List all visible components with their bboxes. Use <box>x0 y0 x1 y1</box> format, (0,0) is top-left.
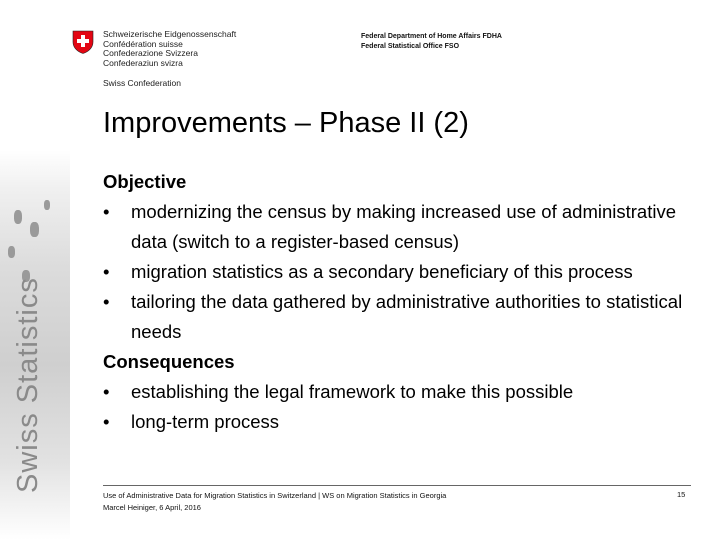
bullet-item <box>103 257 703 287</box>
section-heading-consequences: Consequences <box>103 351 235 372</box>
crowd-figure <box>14 210 22 224</box>
bullet-marker: • <box>103 201 110 222</box>
crowd-figure <box>30 222 39 237</box>
bullet-item <box>103 197 703 257</box>
footer-divider <box>103 485 691 486</box>
bullet-text: modernizing the census by making increased use of administrative data (switch to a register-based census) <box>131 201 677 252</box>
swiss-crest-icon <box>72 30 94 54</box>
bullet-marker: • <box>103 261 110 282</box>
department-label <box>361 32 502 51</box>
office-line: Federal Statistical Office FSO <box>361 42 460 50</box>
footer-presentation-title: Use of Administrative Data for Migration Statistics in Switzerland | WS on Migration Statistics in Georgia <box>103 491 447 500</box>
bullet-text: establishing the legal framework to make this possible <box>131 381 574 402</box>
bullet-marker: • <box>103 411 110 432</box>
bullet-item <box>103 407 703 437</box>
section-heading-objective: Objective <box>103 171 187 192</box>
bullet-text: long-term process <box>131 411 280 432</box>
department-line: Federal Department of Home Affairs FDHA <box>361 33 502 40</box>
footer-author-date: Marcel Heiniger, 6 April, 2016 <box>103 503 201 512</box>
bullet-marker: • <box>103 381 110 402</box>
confederation-names <box>103 30 236 89</box>
bullet-text: migration statistics as a secondary beneficiary of this process <box>131 261 633 282</box>
confederation-line: Confederaziun svizra <box>103 57 183 68</box>
footer <box>103 490 446 514</box>
crowd-figure <box>44 200 50 210</box>
bullet-item <box>103 377 703 407</box>
confederation-line: Confédération suisse <box>103 38 183 49</box>
swiss-statistics-brand: Swiss Statistics <box>12 277 44 493</box>
slide-body <box>103 167 703 437</box>
confederation-english: Swiss Confederation <box>103 78 181 88</box>
confederation-line: Confederazione Svizzera <box>103 48 198 58</box>
slide-title: Improvements – Phase II (2) <box>103 107 469 139</box>
crowd-figure <box>8 246 15 258</box>
bullet-marker: • <box>103 291 110 312</box>
page-number: 15 <box>677 490 686 499</box>
bullet-item <box>103 287 703 347</box>
bullet-text: tailoring the data gathered by administrative authorities to statistical needs <box>131 291 683 342</box>
confederation-line: Schweizerische Eidgenossenschaft <box>103 29 237 39</box>
